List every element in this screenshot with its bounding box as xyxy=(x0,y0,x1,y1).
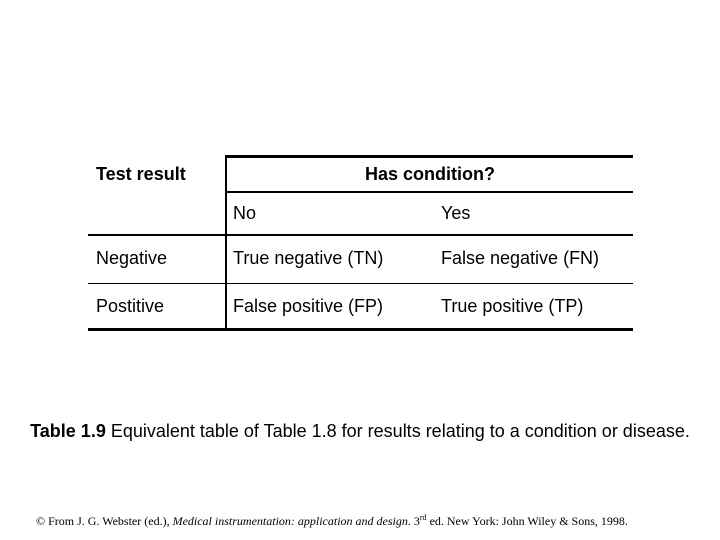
header-test-result: Test result xyxy=(96,164,186,184)
cell-true-negative: True negative (TN) xyxy=(233,248,384,268)
header-has-condition: Has condition? xyxy=(365,164,495,184)
cell-false-positive: False positive (FP) xyxy=(233,296,384,316)
caption-text: Equivalent table of Table 1.8 for results relating to a condition or disease. xyxy=(105,421,690,441)
subheader-yes: Yes xyxy=(441,203,471,223)
citation-edition-suffix: rd xyxy=(419,513,427,522)
table-bottom-rule xyxy=(88,328,633,331)
citation-publisher: ed. New York: John Wiley & Sons, 1998. xyxy=(426,514,628,528)
row-rule xyxy=(88,283,633,284)
subheader-rule xyxy=(88,234,633,236)
table-caption xyxy=(20,420,700,442)
table-top-rule xyxy=(227,155,633,158)
row-label-negative: Negative xyxy=(96,248,168,268)
header-rule xyxy=(227,191,633,193)
citation-prefix: © From J. G. Webster (ed.), xyxy=(36,514,173,528)
row-label-positive: Postitive xyxy=(96,296,165,316)
cell-false-negative: False negative (FN) xyxy=(441,248,600,268)
caption-label: Table 1.9 xyxy=(30,421,106,441)
citation-title: Medical instrumentation: application and design xyxy=(172,514,408,528)
condition-table xyxy=(88,155,633,331)
cell-true-positive: True positive (TP) xyxy=(441,296,584,316)
citation-footer xyxy=(36,510,696,529)
citation-edition: . 3 xyxy=(407,514,420,528)
subheader-no: No xyxy=(233,203,257,223)
